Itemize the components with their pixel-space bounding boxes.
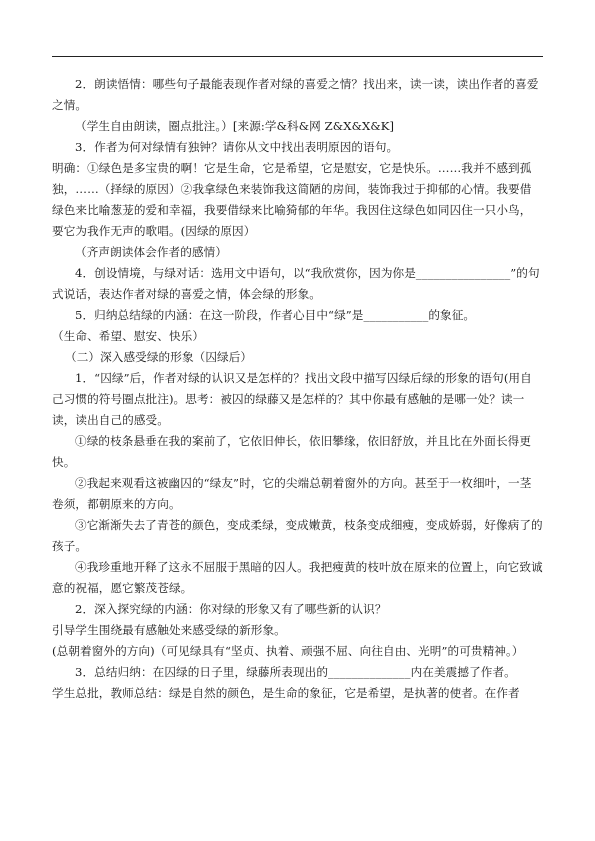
spirit-paragraph: (总朝着窗外的方向)（可见绿具有“坚贞、执着、顽强不屈、向往自由、光明”的可贵精神。） xyxy=(52,644,524,658)
document-body xyxy=(52,74,543,704)
guidance-paragraph: 引导学生围绕最有感触处来感受绿的新形象。 xyxy=(52,623,286,637)
answer-paragraph: 明确：①绿色是多宝贵的啊！它是生命，它是希望，它是慰安，它是快乐。……我并不感到孤独，……（择绿的原因）②我拿绿色来装饰我这简陋的房间，装饰我过于抑郁的心情。我要借绿色来比喻葱茏的爱和幸福，我要借绿来比喻猗郁的年华。我因住这绿色如同囚住一只小鸟，要它为我作无声的歌唱。(因绿的原因） xyxy=(52,161,532,238)
summary-paragraph: 学生总批，教师总结：绿是自然的颜色，是生命的象征，它是希望，是执著的使者。在作者 xyxy=(52,686,520,700)
quote-2-paragraph: ②我起来观看这被幽囚的“绿友”时，它的尖端总朝着窗外的方向。甚至于一枚细叶，一茎卷须，都朝原来的方向。 xyxy=(52,476,532,511)
quote-3-paragraph: ③它渐渐失去了青苍的颜色，变成柔绿，变成嫩黄，枝条变成细瘦，变成娇弱，好像病了的孩子。 xyxy=(52,518,543,553)
chorus-reading-paragraph: （齐声朗读体会作者的感情） xyxy=(75,245,228,259)
section-question-3-paragraph: 3．总结归纳：在囚绿的日子里，绿藤所表现出的______________内在美震撼了作者。 xyxy=(75,665,516,679)
section-question-1-paragraph: 1．“囚绿”后，作者对绿的认识又是怎样的？找出文段中描写囚绿后绿的形象的语句(用自己习惯的符号圈点批注)。思考：被囚的绿藤又是怎样的？其中你最有感触的是哪一处？读一读，读出自己的感受。 xyxy=(52,371,532,427)
reading-note-paragraph: （学生自由朗读，圈点批注。）[来源:学&科&网 Z&X&X&K] xyxy=(75,119,395,133)
section-question-2-paragraph: 2．深入探究绿的内涵：你对绿的形象又有了哪些新的认识？ xyxy=(75,602,387,616)
quote-1-paragraph: ①绿的枝条悬垂在我的案前了，它依旧伸长，依旧攀缘，依旧舒放，并且比在外面长得更快。 xyxy=(52,434,532,469)
header-rule xyxy=(52,56,543,57)
quote-4-paragraph: ④我珍重地开释了这永不屈服于黑暗的囚人。我把瘦黄的枝叶放在原来的位置上，向它致诚意的祝福，愿它繁茂苍绿。 xyxy=(52,560,543,595)
answer-keywords-paragraph: （生命、希望、慰安、快乐） xyxy=(52,329,205,343)
section-heading: （二）深入感受绿的形象（囚绿后） xyxy=(65,350,253,364)
question-5-paragraph: 5．归纳总结绿的内涵：在这一阶段，作者心目中“绿”是___________的象征。 xyxy=(75,308,476,322)
question-3-paragraph: 3．作者为何对绿情有独钟？请你从文中找出表明原因的语句。 xyxy=(75,140,399,154)
question-4-paragraph: 4．创设情境，与绿对话：选用文中语句，以“我欣赏你，因为你是________________”的句式说话，表达作者对绿的喜爱之情，体会绿的形象。 xyxy=(52,266,540,301)
reading-task-paragraph: 2．朗读悟情：哪些句子最能表现作者对绿的喜爱之情？找出来，读一读，读出作者的喜爱之情。 xyxy=(52,77,539,112)
